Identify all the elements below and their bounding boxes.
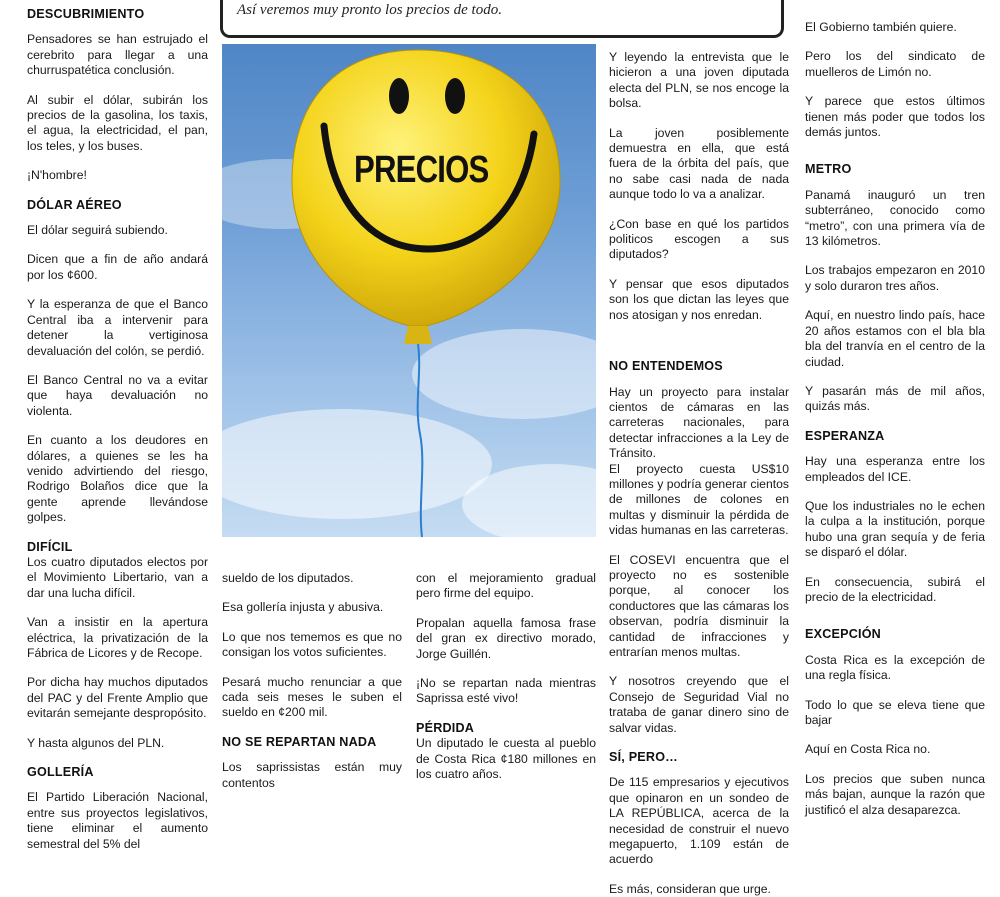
paragraph: Y nosotros creyendo que el Consejo de Seguridad Vial no trataba de ganar dinero sino de salvar vidas. <box>609 674 789 735</box>
heading-descubrimiento: DESCUBRIMIENTO <box>27 7 145 21</box>
paragraph: Los saprissistas están muy contentos <box>222 760 402 790</box>
paragraph: Y hasta algunos del PLN. <box>27 735 165 750</box>
paragraph: El COSEVI encuentra que el proyecto no es sostenible porque, al conocer los conductores que las cámaras los observan, podría disminuir la cantidad de infracciones y entrarían menos multas. <box>609 552 789 659</box>
paragraph: Por dicha hay muchos diputados del PAC y del Frente Amplio que evitarán semejante despropósito. <box>27 675 208 721</box>
heading-dificil: DIFÍCIL <box>27 539 73 554</box>
paragraph: Hay una esperanza entre los empleados del ICE. <box>805 454 985 484</box>
heading-no-entendemos: NO ENTENDEMOS <box>609 359 723 374</box>
balloon-photo <box>222 44 596 537</box>
paragraph: Los trabajos empezaron en 2010 y solo duraron tres años. <box>805 263 985 293</box>
paragraph: Van a insistir en la apertura eléctrica, la privatización de la Fábrica de Licores y de Recope. <box>27 615 208 660</box>
paragraph: En cuanto a los deudores en dólares, a quienes se les ha venido advirtiendo del riesgo, Rodrigo Bolaños dice que la gente aprende llevándose golpes. <box>27 433 208 525</box>
paragraph: Hay un proyecto para instalar cientos de cámaras en las carreteras nacionales, para detectar infracciones a la Ley de Tránsito. <box>609 384 789 461</box>
paragraph: Que los industriales no le echen la culpa a la institución, porque hubo una gran sequía y de feria se disparó el dólar. <box>805 498 985 560</box>
column-2 <box>222 571 402 791</box>
paragraph: Y leyendo la entrevista que le hicieron a una joven diputada electa del PLN, se nos encoge la bolsa. <box>609 50 789 111</box>
paragraph: Y parece que estos últimos tienen más poder que todos los demás juntos. <box>805 94 985 140</box>
paragraph: Aquí en Costa Rica no. <box>805 742 931 757</box>
paragraph: Dicen que a fin de año andará por los ¢600. <box>27 252 208 282</box>
paragraph: Todo lo que se eleva tiene que bajar <box>805 697 985 727</box>
heading-perdida: PÉRDIDA <box>416 720 475 735</box>
paragraph: Al subir el dólar, subirán los precios de la gasolina, los taxis, el agua, la electricidad, el pan, los teles, y los buses. <box>27 92 208 153</box>
paragraph: ¡No se repartan nada mientras Saprissa esté vivo! <box>416 676 596 706</box>
paragraph: con el mejoramiento gradual pero firme del equipo. <box>416 571 596 601</box>
paragraph: El Gobierno también quiere. <box>805 20 957 34</box>
paragraph: Panamá inauguró un tren subterráneo, conocido como “metro”, con una primera vía de 13 kilómetros. <box>805 187 985 249</box>
paragraph: ¿Con base en qué los partidos politicos escogen a sus diputados? <box>609 216 789 262</box>
paragraph: Costa Rica es la excepción de una regla física. <box>805 652 985 683</box>
paragraph: Y la esperanza de que el Banco Central iba a intervenir para detener la vertiginosa devaluación del colón, se perdió. <box>27 297 208 358</box>
paragraph: El dólar seguirá subiendo. <box>27 223 168 238</box>
paragraph: Lo que nos tememos es que no consigan los votos suficientes. <box>222 629 402 660</box>
heading-excepcion: EXCEPCIÓN <box>805 627 881 642</box>
paragraph: La joven posiblemente demuestra en ella, que está fuera de la órbita del país, que no sabe casi nada de nada aunque todo lo va a analizar. <box>609 125 789 202</box>
heading-metro: METRO <box>805 162 852 177</box>
paragraph: ¡N'hombre! <box>27 168 87 183</box>
heading-golleria: GOLLERÍA <box>27 765 94 780</box>
paragraph: De 115 empresarios y ejecutivos que opinaron en un sondeo de LA REPÚBLICA, acerca de la necesidad de construir el nuevo megapuerto, 1.109 están de acuerdo <box>609 775 789 867</box>
paragraph: Los precios que suben nunca más bajan, aunque la razón que justificó el alza desaparezca. <box>805 771 985 817</box>
column-4 <box>609 50 789 897</box>
paragraph: Un diputado le cuesta al pueblo de Costa Rica ¢180 millones en los cuatro años. <box>416 736 596 782</box>
paragraph: Propalan aquella famosa frase del gran ex directivo morado, Jorge Guillén. <box>416 615 596 661</box>
column-3 <box>416 571 596 782</box>
balloon-illustration <box>222 44 596 537</box>
paragraph: En consecuencia, subirá el precio de la electricidad. <box>805 574 985 604</box>
paragraph: Y pasarán más de mil años, quizás más. <box>805 383 985 414</box>
paragraph: sueldo de los diputados. <box>222 571 354 585</box>
paragraph: Aquí, en nuestro lindo país, hace 20 años estamos con el bla bla bla del tranvía en el centro de la ciudad. <box>805 308 985 369</box>
balloon-text: PRECIOS <box>354 149 489 191</box>
column-5 <box>805 20 985 818</box>
headline-quote-box <box>220 0 784 38</box>
heading-dolar-aereo: DÓLAR AÉREO <box>27 197 122 212</box>
heading-no-se-repartan-nada: NO SE REPARTAN NADA <box>222 734 377 749</box>
column-1 <box>27 7 208 852</box>
paragraph: El proyecto cuesta US$10 millones y podría generar cientos de millones de colones en multas y disminuir la pérdida de vidas humanas en las carreteras. <box>609 461 789 538</box>
heading-si-pero: SÍ, PERO… <box>609 750 678 765</box>
paragraph: Pensadores se han estrujado el cerebrito para llegar a una churruspatética conclusión. <box>27 32 208 78</box>
paragraph: Y pensar que esos diputados son los que dictan las leyes que nos atosigan y nos enredan. <box>609 276 789 322</box>
paragraph: Pesará mucho renunciar a que cada seis meses le suben el sueldo en ¢200 mil. <box>222 674 402 720</box>
paragraph: Esa gollería injusta y abusiva. <box>222 600 384 615</box>
heading-esperanza: ESPERANZA <box>805 428 885 443</box>
paragraph: Los cuatro diputados electos por el Movimiento Libertario, van a dar una lucha difícil. <box>27 554 208 600</box>
paragraph: El Banco Central no va a evitar que haya devaluación no violenta. <box>27 372 208 418</box>
headline-quote: Así veremos muy pronto los precios de todo. <box>237 2 502 18</box>
paragraph: Pero los del sindicato de muelleros de Limón no. <box>805 49 985 79</box>
paragraph: Es más, consideran que urge. <box>609 881 771 896</box>
paragraph: El Partido Liberación Nacional, entre sus proyectos legislativos, tiene eliminar el aumento semestral del 5% del <box>27 790 208 851</box>
